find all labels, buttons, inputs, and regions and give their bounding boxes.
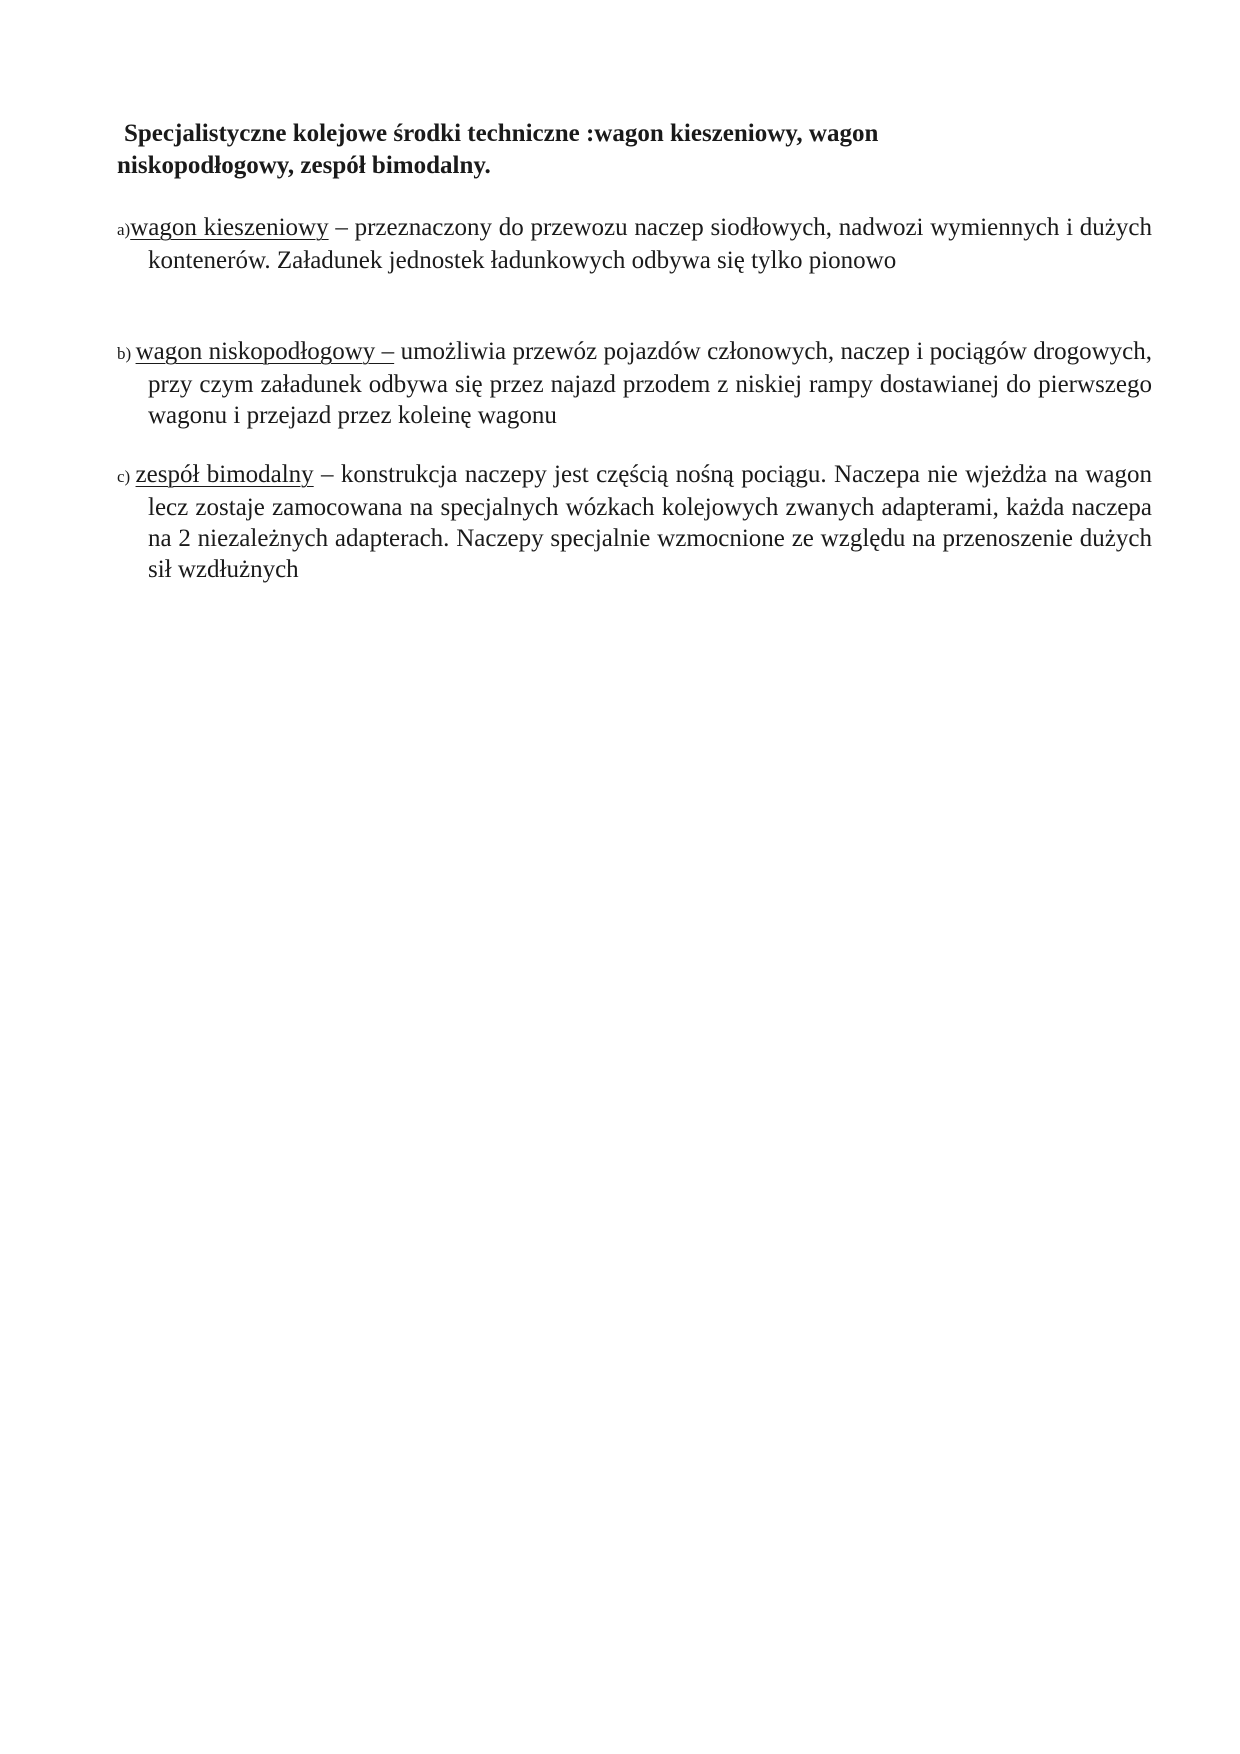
document-title bbox=[117, 118, 997, 182]
term-underlined: wagon niskopodłogowy – bbox=[135, 338, 395, 365]
term-description: – przeznaczony do przewozu naczep siodłowych, nadwozi wymiennych i dużych kontenerów. Załadunek jednostek ładunkowych odbywa się tylko pionowo bbox=[148, 214, 1152, 274]
title-line-2: niskopodłogowy, zespół bimodalny. bbox=[117, 152, 491, 179]
term-underlined: zespół bimodalny bbox=[135, 461, 314, 488]
list-item-c bbox=[117, 459, 1152, 585]
term-underlined: wagon kieszeniowy bbox=[130, 214, 329, 241]
term-description: – konstrukcja naczepy jest częścią nośną pociągu. Naczepa nie wjeżdża na wagon lecz zostaje zamocowana na specjalnych wózkach kolejowych zwanych adapterami, każda naczepa na 2 niezależnych adapterach. Naczepy specjalnie wzmocnione ze względu na przenoszenie dużych sił wzdłużnych bbox=[148, 461, 1152, 583]
list-marker: a) bbox=[117, 220, 131, 239]
term-description: umożliwia przewóz pojazdów członowych, naczep i pociągów drogowych, przy czym załadunek odbywa się przez najazd przodem z niskiej rampy dostawianej do pierwszego wagonu i przejazd przez koleinę wagonu bbox=[148, 338, 1152, 429]
list-marker: c) bbox=[117, 467, 136, 486]
list-item-b bbox=[117, 336, 1152, 431]
list-item-a bbox=[117, 212, 1152, 276]
title-line-1: Specjalistyczne kolejowe środki techniczne :wagon kieszeniowy, wagon bbox=[124, 120, 879, 147]
list-marker: b) bbox=[117, 344, 136, 363]
